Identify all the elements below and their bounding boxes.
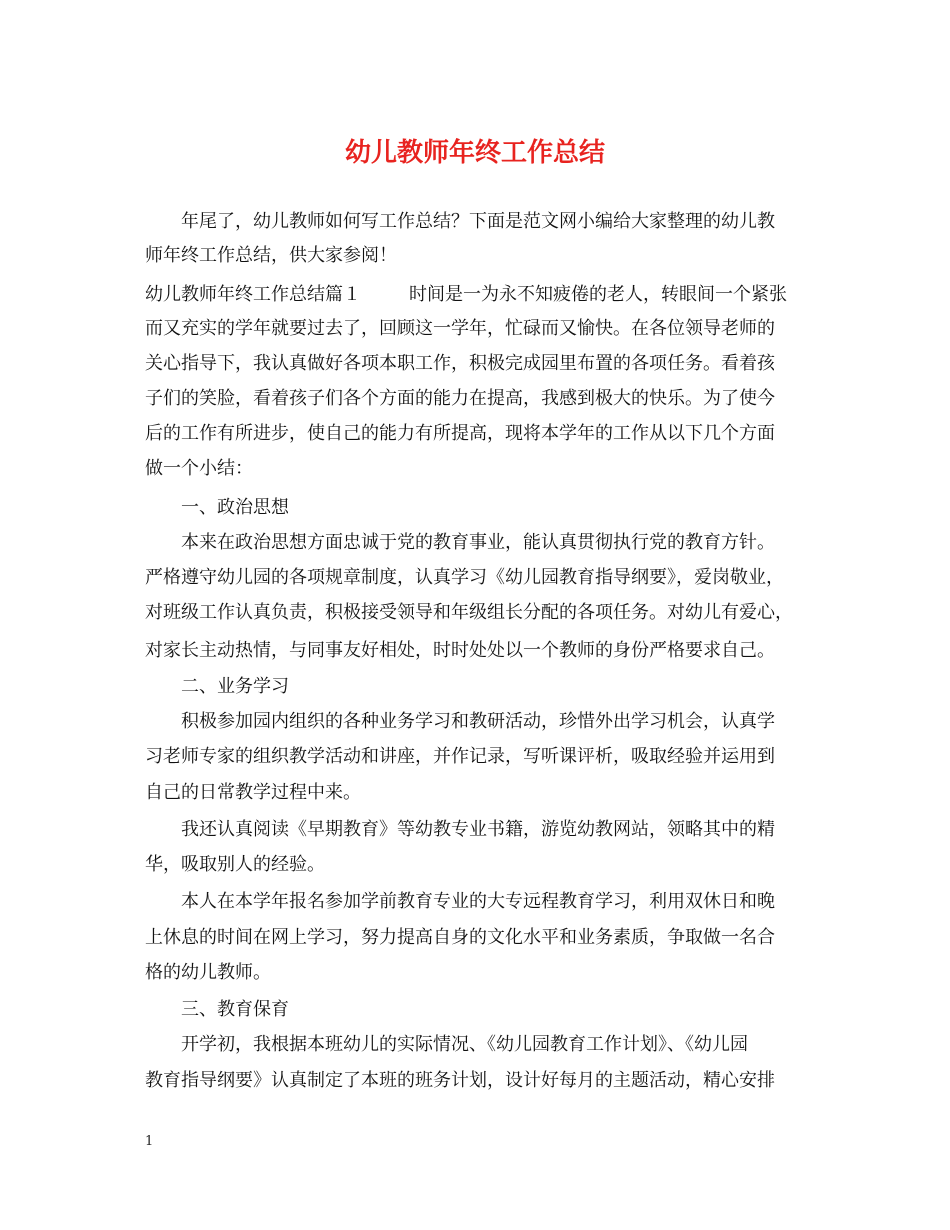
page-number: 1 [145, 1134, 154, 1149]
page-title: 幼儿教师年终工作总结 [344, 138, 605, 168]
paragraph-line: 华，吸取别人的经验。 [145, 854, 325, 875]
paragraph-line: 子们的笑脸，看着孩子们各个方面的能力在提高，我感到极大的快乐。为了使今 [145, 388, 775, 409]
paragraph-line: 自己的日常教学过程中来。 [145, 782, 361, 803]
paragraph-line: 对家长主动热情，与同事友好相处，时时处处以一个教师的身份严格要求自己。 [145, 640, 775, 661]
paragraph-line: 而又充实的学年就要过去了，回顾这一学年，忙碌而又愉快。在各位领导老师的 [145, 318, 775, 339]
paragraph-line: 关心指导下，我认真做好各项本职工作，积极完成园里布置的各项任务。看着孩 [145, 353, 775, 374]
paragraph-line: 上休息的时间在网上学习，努力提高自身的文化水平和业务素质，争取做一名合 [145, 927, 775, 948]
paragraph-start: 时间是一为永不知疲倦的老人，转眼间一个紧张 [409, 284, 787, 305]
paragraph-line: 严格遵守幼儿园的各项规章制度，认真学习《幼儿园教育指导纲要》，爱岗敬业， [145, 567, 784, 588]
paragraph-line: 教育指导纲要》认真制定了本班的班务计划，设计好每月的主题活动，精心安排 [145, 1070, 775, 1091]
paragraph-line: 积极参加园内组织的各种业务学习和教研活动，珍惜外出学习机会，认真学 [181, 711, 775, 732]
intro-line-2: 师年终工作总结，供大家参阅！ [145, 245, 397, 266]
paragraph-line: 格的幼儿教师。 [145, 962, 271, 983]
paragraph-line: 本人在本学年报名参加学前教育专业的大专远程教育学习，利用双休日和晚 [181, 891, 775, 912]
section-heading-study: 二、业务学习 [181, 676, 289, 697]
paragraph-line: 习老师专家的组织教学活动和讲座，并作记录，写听课评析，吸取经验并运用到 [145, 746, 775, 767]
paragraph-line: 后的工作有所进步，使自己的能力有所提高，现将本学年的工作从以下几个方面 [145, 423, 775, 444]
section-heading-care: 三、教育保育 [181, 999, 289, 1020]
paragraph-line: 我还认真阅读《早期教育》等幼教专业书籍，游览幼教网站，领略其中的精 [181, 819, 775, 840]
paragraph-line: 开学初，我根据本班幼儿的实际情况、《幼儿园教育工作计划》、《幼儿园 [181, 1034, 748, 1055]
paragraph-line: 对班级工作认真负责，积极接受领导和年级组长分配的各项任务。对幼儿有爱心， [145, 602, 793, 623]
intro-line-1: 年尾了，幼儿教师如何写工作总结？下面是范文网小编给大家整理的幼儿教 [181, 211, 775, 232]
section-heading-politics: 一、政治思想 [181, 497, 289, 518]
section-heading-line [145, 282, 787, 308]
paragraph-line: 本来在政治思想方面忠诚于党的教育事业，能认真贯彻执行党的教育方针。 [181, 532, 775, 553]
paragraph-line: 做一个小结： [145, 458, 253, 479]
article-heading: 幼儿教师年终工作总结篇１ [145, 284, 361, 305]
